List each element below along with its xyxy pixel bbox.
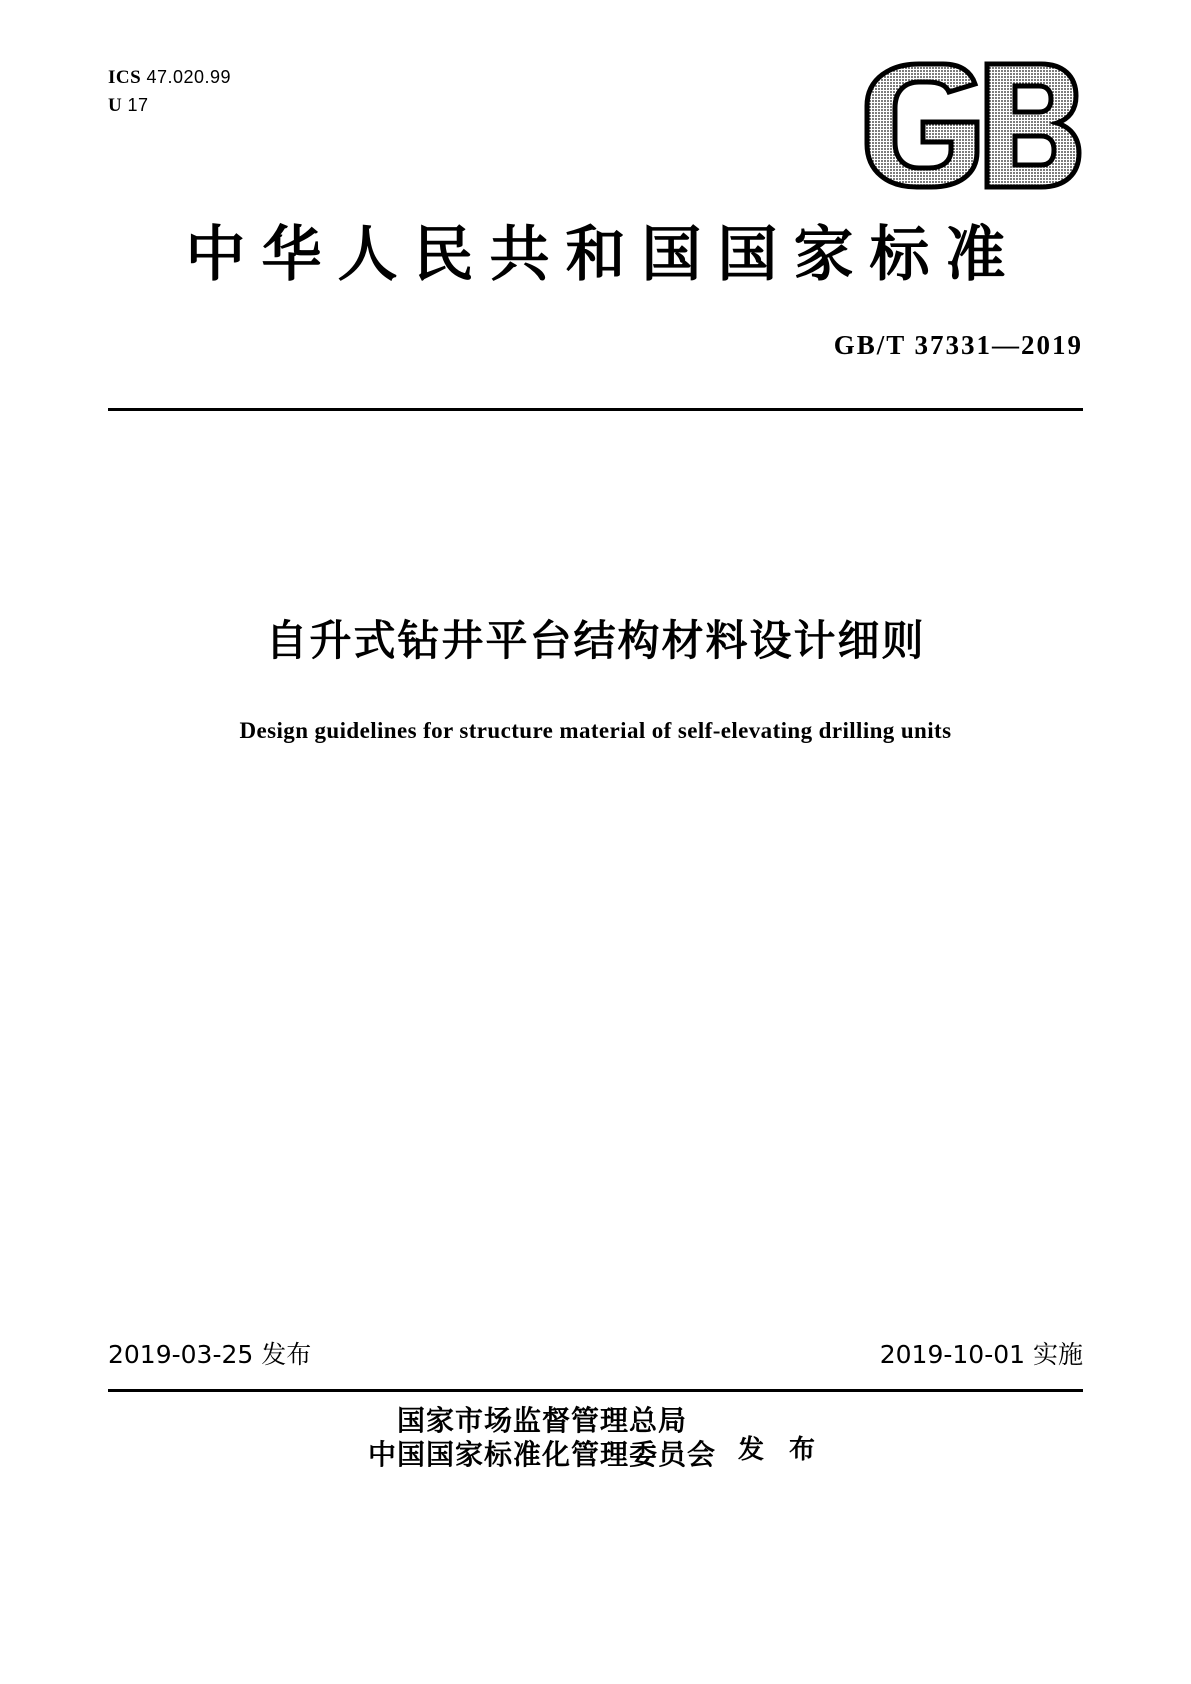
classification-value: 17 (127, 94, 149, 115)
national-standard-title: 中华人民共和国国家标准 (185, 220, 1022, 290)
ics-label: ICS (108, 67, 142, 88)
ics-block (108, 64, 231, 119)
publish-label: 发 布 (737, 1434, 824, 1465)
issue-date: 2019-03-25 发布 (108, 1340, 312, 1369)
document-title-chinese: 自升式钻井平台结构材料设计细则 (265, 616, 926, 665)
issuer-line-1: 国家市场监督管理总局 (396, 1404, 687, 1437)
divider-bottom (108, 1389, 1083, 1392)
ics-line (108, 64, 231, 92)
document-title-english: Design guidelines for structure material of self-elevating drilling units (239, 718, 952, 743)
gb-logo-icon (857, 58, 1087, 193)
issuer-line-2: 中国国家标准化管理委员会 (367, 1438, 716, 1472)
classification-line (108, 92, 231, 120)
classification-label: U (108, 94, 123, 116)
implementation-date: 2019-10-01 实施 (879, 1340, 1083, 1369)
ics-value: 47.020.99 (146, 67, 232, 87)
issuing-authority-names (368, 1404, 716, 1472)
standard-number: GB/T 37331—2019 (833, 330, 1083, 360)
divider-top (108, 408, 1083, 411)
issuing-authority (0, 1404, 1191, 1472)
